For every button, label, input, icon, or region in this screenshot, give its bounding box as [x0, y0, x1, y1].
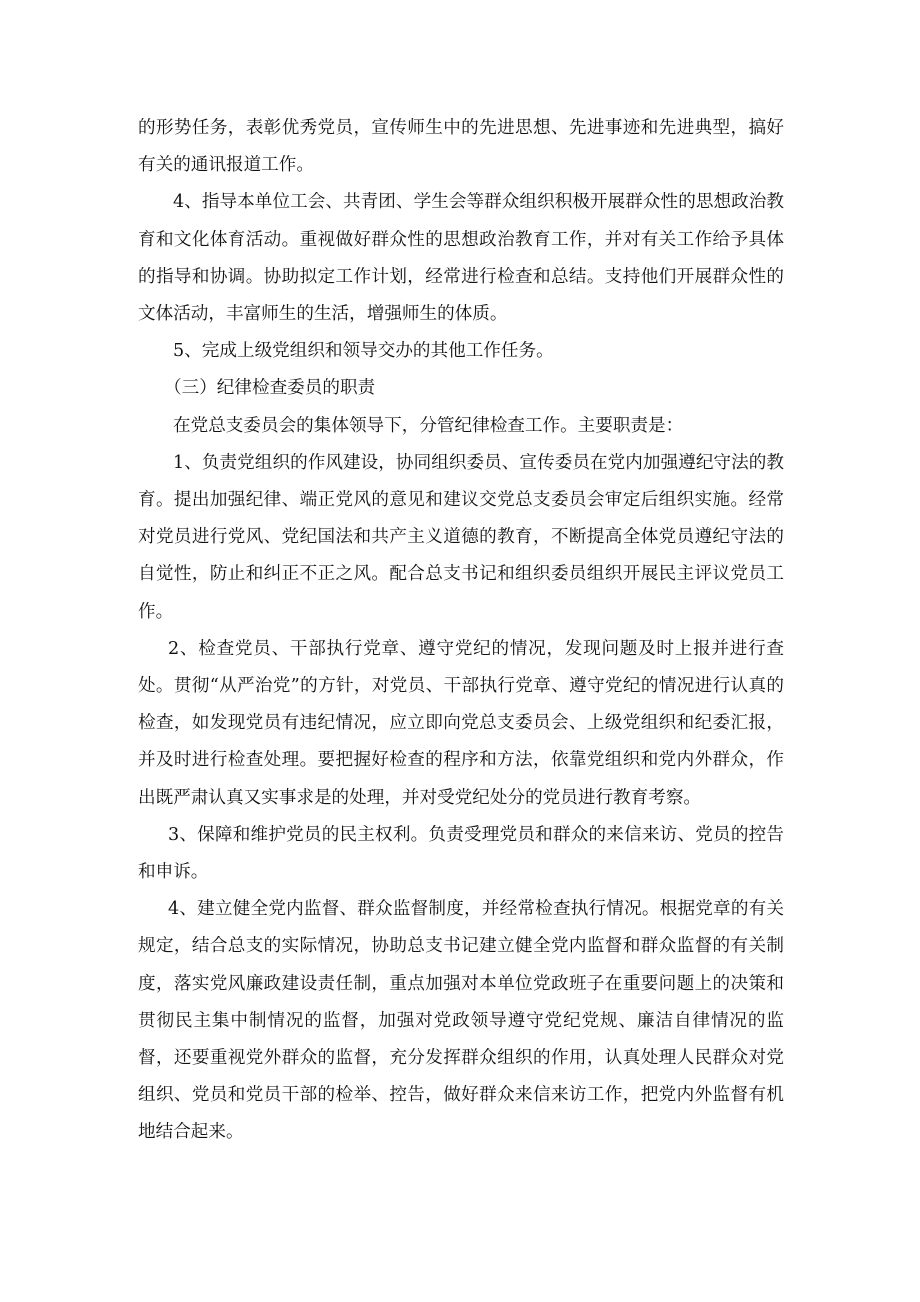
section-heading-discipline: （三）纪律检查委员的职责 [164, 378, 376, 399]
document-page [138, 110, 784, 1152]
paragraph-discipline-item-3: 3、保障和维护党员的民主权利。负责受理党员和群众的来信来访、党员的控告和申诉。 [138, 824, 784, 883]
paragraph-discipline-item-4: 4、建立健全党内监督、群众监督制度，并经常检查执行情况。根据党章的有关规定，结合总支的实际情况，协助总支书记建立健全党内监督和群众监督的有关制度，落实党风廉政建设责任制，重点加强对本单位党政班子在重要问题上的决策和贯彻民主集中制情况的监督，加强对党政领导遵守党纪党规、廉洁自律情况的监督，还要重视党外群众的监督，充分发挥群众组织的作用，认真处理人民群众对党组织、党员和党员干部的检举、控告，做好群众来信来访工作，把党内外监督有机地结合起来。 [138, 899, 784, 1143]
paragraph-discipline-item-2: 2、检查党员、干部执行党章、遵守党纪的情况，发现问题及时上报并进行查处。贯彻“从严治党”的方针，对党员、干部执行党章、遵守党纪的情况进行认真的检查，如发现党员有违纪情况，应立即向党总支委员会、上级党组织和纪委汇报，并及时进行检查处理。要把握好检查的程序和方法，依靠党组织和党内外群众，作出既严肃认真又实事求是的处理，并对受党纪处分的党员进行教育考察。 [138, 638, 784, 808]
paragraph-item-4-guidance: 4、指导本单位工会、共青团、学生会等群众组织积极开展群众性的思想政治教育和文化体育活动。重视做好群众性的思想政治教育工作，并对有关工作给予具体的指导和协调。协助拟定工作计划，经常进行检查和总结。支持他们开展群众性的文体活动，丰富师生的生活，增强师生的体质。 [138, 192, 784, 325]
paragraph-discipline-intro: 在党总支委员会的集体领导下，分管纪律检查工作。主要职责是： [173, 415, 684, 436]
paragraph-continuation: 的形势任务，表彰优秀党员，宣传师生中的先进思想、先进事迹和先进典型，搞好有关的通讯报道工作。 [138, 118, 784, 176]
paragraph-discipline-item-1: 1、负责党组织的作风建设，协同组织委员、宣传委员在党内加强遵纪守法的教育。提出加强纪律、端正党风的意见和建议交党总支委员会审定后组织实施。经常对党员进行党风、党纪国法和共产主义道德的教育，不断提高全体党员遵纪守法的自觉性，防止和纠正不正之风。配合总支书记和组织委员组织开展民主评议党员工作。 [138, 452, 784, 622]
paragraph-item-5-other-tasks: 5、完成上级党组织和领导交办的其他工作任务。 [173, 341, 554, 362]
